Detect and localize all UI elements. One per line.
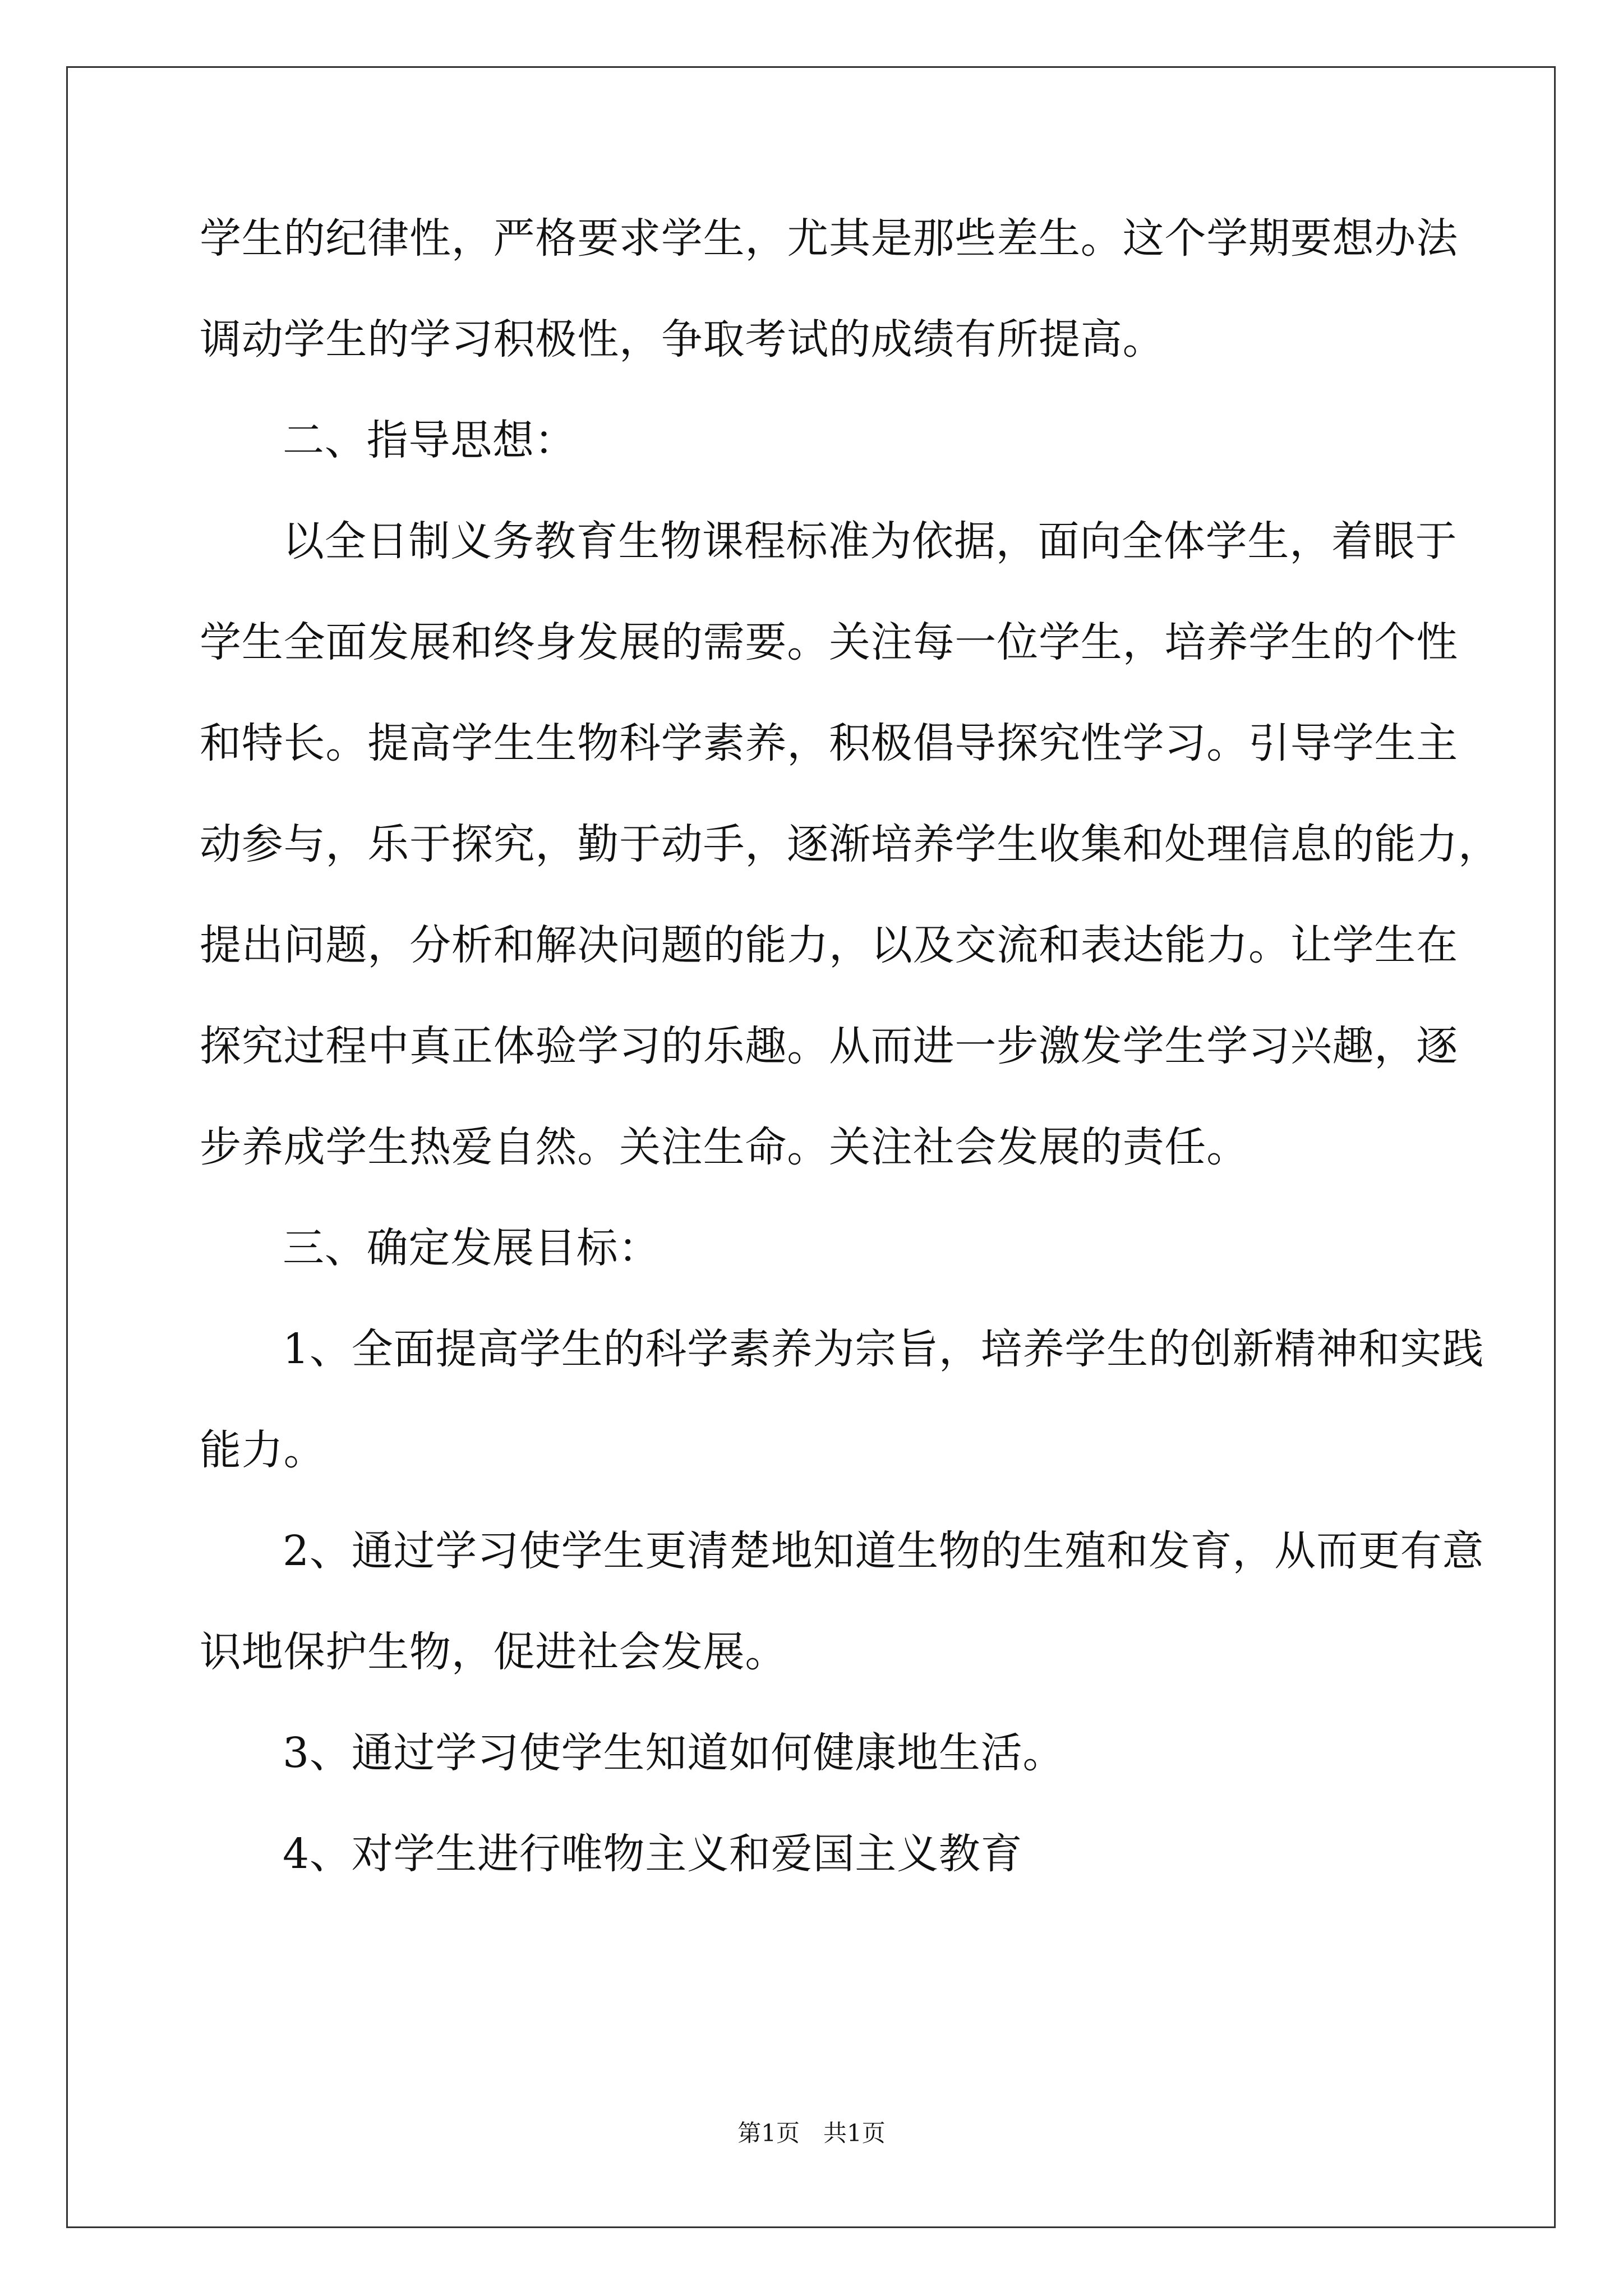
paragraph-line: 探究过程中真正体验学习的乐趣。从而进一步激发学生学习兴趣，逐: [200, 1022, 1458, 1070]
section-heading: 三、确定发展目标：: [283, 1224, 661, 1272]
list-item-continuation: 能力。: [200, 1426, 326, 1474]
page-footer: 第1页 共1页: [737, 2119, 886, 2147]
paragraph-line: 提出问题，分析和解决问题的能力，以及交流和表达能力。让学生在: [200, 921, 1458, 969]
paragraph-line: 调动学生的学习积极性，争取考试的成绩有所提高。: [200, 315, 1165, 364]
list-item-continuation: 识地保护生物，促进社会发展。: [200, 1628, 787, 1676]
paragraph-line: 动参与，乐于探究，勤于动手，逐渐培养学生收集和处理信息的能力，: [200, 820, 1500, 868]
paragraph-line: 学生的纪律性，严格要求学生，尤其是那些差生。这个学期要想办法: [200, 214, 1458, 263]
list-item: 3、通过学习使学生知道如何健康地生活。: [283, 1729, 1065, 1777]
list-item: 2、通过学习使学生更清楚地知道生物的生殖和发育，从而更有意: [283, 1527, 1484, 1575]
section-heading: 二、指导思想：: [283, 416, 577, 464]
paragraph-line: 以全日制义务教育生物课程标准为依据，面向全体学生，着眼于: [283, 517, 1458, 565]
list-item: 4、对学生进行唯物主义和爱国主义教育: [283, 1830, 1023, 1878]
list-item: 1、全面提高学生的科学素养为宗旨，培养学生的创新精神和实践: [283, 1325, 1484, 1373]
document-body: [200, 213, 1500, 1930]
paragraph-line: 和特长。提高学生生物科学素养，积极倡导探究性学习。引导学生主: [200, 719, 1458, 767]
paragraph-line: 学生全面发展和终身发展的需要。关注每一位学生，培养学生的个性: [200, 618, 1458, 666]
paragraph-line: 步养成学生热爱自然。关注生命。关注社会发展的责任。: [200, 1123, 1248, 1171]
